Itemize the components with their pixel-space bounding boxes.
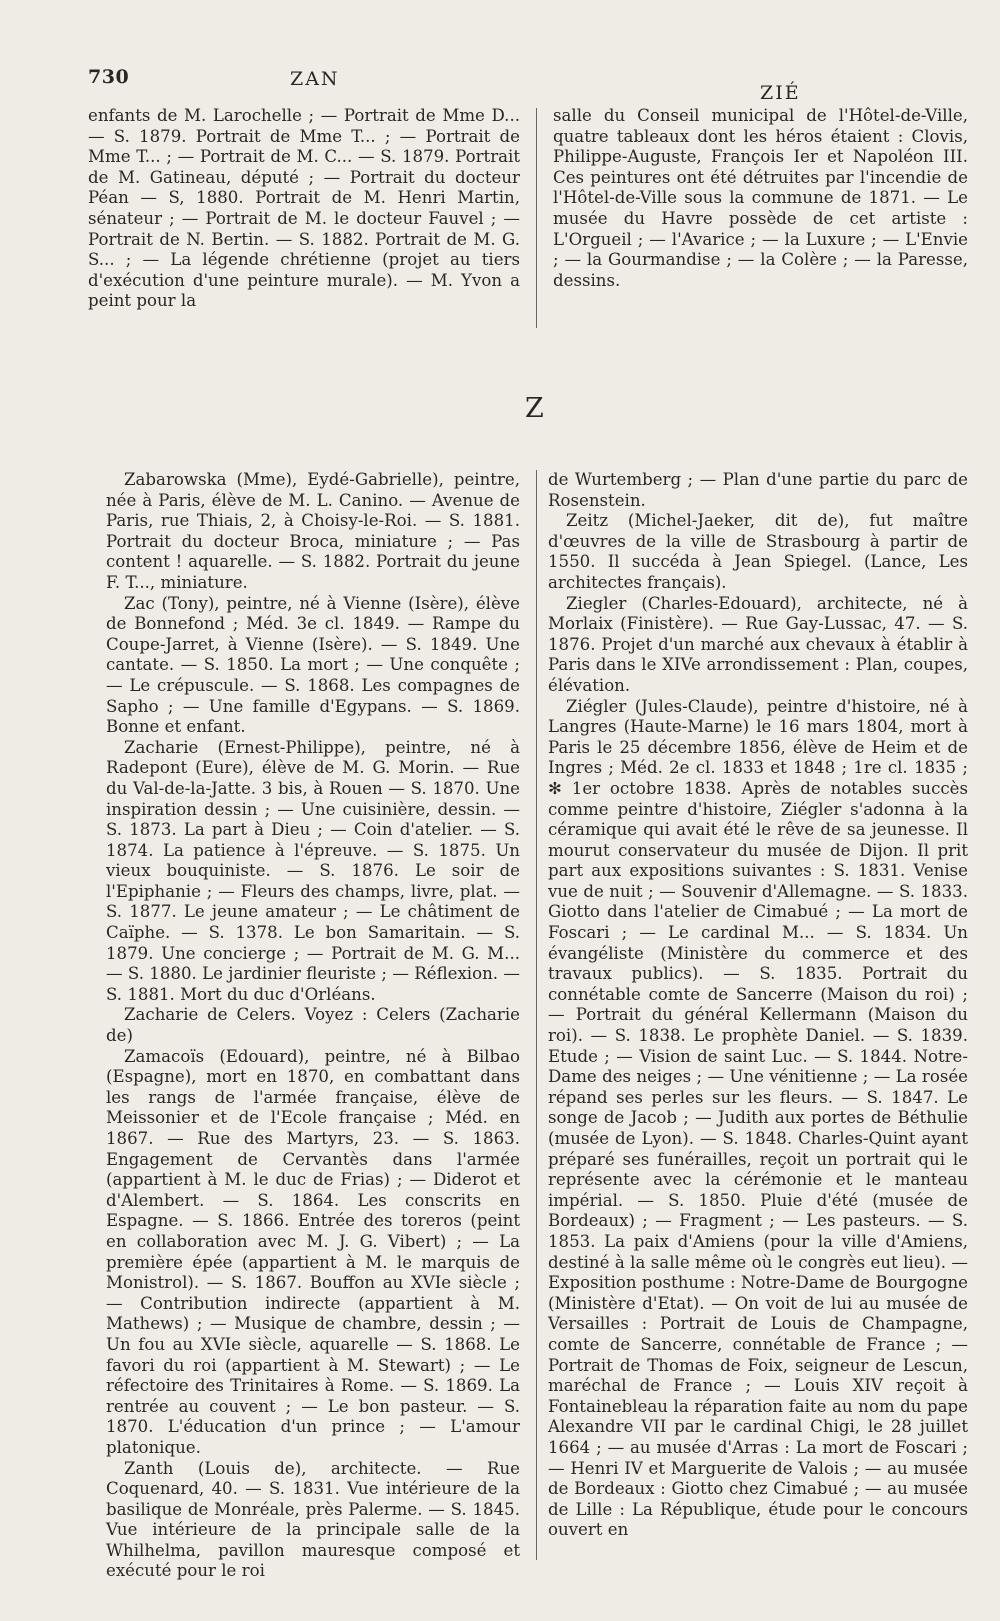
page-number: 730 [88,66,130,88]
entry-zacharie: Zacharie (Ernest-Philippe), peintre, né à Radepont (Eure), élève de M. G. Morin. — Rue du Val-de-la-Jatte. 3 bis, à Rouen — S. 1870. Une inspiration dessin ; — Une cuisinière, dessin. — S. 1873. La part à Dieu ; — Coin d'atelier. — S. 1874. La patience à l'épreuve. — S. 1875. Un vieux bouquiniste. — S. 1876. Le soir de l'Epiphanie ; — Fleurs des champs, livre, plat. — S. 1877. Le jeune amateur ; — Le châtiment de Caïphe. — S. 1378. Le bon Samaritain. — S. 1879. Une concierge ; — Portrait de M. G. M... — S. 1880. Le jardinier fleuriste ; — Réflexion. — S. 1881. Mort du duc d'Orléans. [106,737,520,1004]
entry-zac: Zac (Tony), peintre, né à Vienne (Isère), élève de Bonnefond ; Méd. 3e cl. 1849. — Rampe du Coupe-Jarret, à Vienne (Isère). — S. 1849. Une cantate. — S. 1850. La mort ; — Une conquête ; — Le crépuscule. — S. 1868. Les compagnes de Sapho ; — Une famille d'Egypans. — S. 1869. Bonne et enfant. [106,593,520,737]
right-running-head: ZIÉ [760,82,801,104]
entry-zanth: Zanth (Louis de), architecte. — Rue Coquenard, 40. — S. 1831. Vue intérieure de la basilique de Monréale, près Palerme. — S. 1845. Vue intérieure de la principale salle de la Whilhelma, pavillon mauresque composé et exécuté pour le roi [106,1458,520,1581]
section-letter: Z [525,393,544,424]
entry-zeitz: Zeitz (Michel-Jaeker, dit de), fut maître d'œuvres de la ville de Strasbourg à partir de 1550. Il succéda à Jean Spiegel. (Lance, Les architectes français). [548,511,968,592]
entry-zanth-continued: de Wurtemberg ; — Plan d'une partie du parc de Rosenstein. [548,470,968,510]
top-right-text: salle du Conseil municipal de l'Hôtel-de-Ville, quatre tableaux dont les héros étaient : Clovis, Philippe-Auguste, François Ier et Napoléon III. Ces peintures ont été détruites par l'incendie de l'Hôtel-de-Ville sous la commune de 1871. — Le musée du Havre possède de cet artiste : L'Orgueil ; — l'Avarice ; — la Luxure ; — L'Envie ; — la Gourmandise ; — la Colère ; — la Paresse, dessins. [553,106,968,290]
bottom-left-column [106,470,520,1582]
top-right-column [553,106,968,291]
entry-zamacois: Zamacoïs (Edouard), peintre, né à Bilbao (Espagne), mort en 1870, en combattant dans les rangs de l'armée française, élève de Meissonier et de l'Ecole française ; Méd. en 1867. — Rue des Martyrs, 23. — S. 1863. Engagement de Cervantès dans l'armée (appartient à M. le duc de Frias) ; — Diderot et d'Alembert. — S. 1864. Les conscrits en Espagne. — S. 1866. Entrée des toreros (peint en collaboration avec M. J. G. Vibert) ; — La première épée (appartient à M. le marquis de Monistrol). — S. 1867. Bouffon au XVIe siècle ; — Contribution indirecte (appartient à M. Mathews) ; — Musique de chambre, dessin ; — Un fou au XVIe siècle, aquarelle — S. 1868. Le favori du roi (appartient à M. Stewart) ; — Le réfectoire des Trinitaires à Rome. — S. 1869. La rentrée au couvent ; — Le bon pasteur. — S. 1870. L'éducation d'un prince ; — L'amour platonique. [106,1046,520,1457]
top-left-text: enfants de M. Larochelle ; — Portrait de Mme D... — S. 1879. Portrait de Mme T... ; — Portrait de Mme T... ; — Portrait de M. C... — S. 1879. Portrait de M. Gatineau, député ; — Portrait du docteur Péan — S, 1880. Portrait de M. Henri Martin, sénateur ; — Portrait de M. le docteur Fauvel ; — Portrait de N. Bertin. — S. 1882. Portrait de M. G. S... ; — La légende chrétienne (projet au tiers d'exécution d'une peinture murale). — M. Yvon a peint pour la [88,106,520,311]
column-divider-bottom [536,470,537,1560]
entry-ziegler-charles: Ziegler (Charles-Edouard), architecte, né à Morlaix (Finistère). — Rue Gay-Lussac, 47. — S. 1876. Projet d'un marché aux chevaux à établir à Paris dans le XIVe arrondissement : Plan, coupes, élévation. [548,593,968,695]
left-running-head: ZAN [290,68,340,90]
top-left-column [88,106,520,312]
entry-zacharie-de-celers: Zacharie de Celers. Voyez : Celers (Zacharie de) [106,1005,520,1046]
entry-zabarowska: Zabarowska (Mme), Eydé-Gabrielle), peintre, née à Paris, élève de M. L. Canino. — Avenue de Paris, rue Thiais, 2, à Choisy-le-Roi. — S. 1881. Portrait du docteur Broca, miniature ; — Pas content ! aquarelle. — S. 1882. Portrait du jeune F. T..., miniature. [106,470,520,592]
bottom-right-column [548,470,968,1541]
entry-ziegler-jules: Ziégler (Jules-Claude), peintre d'histoire, né à Langres (Haute-Marne) le 16 mars 1804, mort à Paris le 25 décembre 1856, élève de Heim et de Ingres ; Méd. 2e cl. 1833 et 1848 ; 1re cl. 1835 ; ✻ 1er octobre 1838. Après de notables succès comme peintre d'histoire, Ziégler s'adonna à la céramique qui avait été le rêve de sa jeunesse. Il mourut conservateur du musée de Dijon. Il prit part aux expositions suivantes : S. 1831. Venise vue de nuit ; — Souvenir d'Allemagne. — S. 1833. Giotto dans l'atelier de Cimabué ; — La mort de Foscari ; — Le cardinal M... — S. 1834. Un évangéliste (Ministère du commerce et des travaux publics). — S. 1835. Portrait du connétable comte de Sancerre (Maison du roi) ; — Portrait du général Kellermann (Maison du roi). — S. 1838. Le prophète Daniel. — S. 1839. Etude ; — Vision de saint Luc. — S. 1844. Notre-Dame des neiges ; — Une vénitienne ; — La rosée répand ses perles sur les fleurs. — S. 1847. Le songe de Jacob ; — Judith aux portes de Béthulie (musée de Lyon). — S. 1848. Charles-Quint ayant préparé ses funérailles, reçoit un portrait qui le représente avec la cérémonie et le manteau impérial. — S. 1850. Pluie d'été (musée de Bordeaux) ; — Fragment ; — Les pasteurs. — S. 1853. La paix d'Amiens (pour la ville d'Amiens, destiné à la salle même où le congrès eut lieu). — Exposition posthume : Notre-Dame de Bourgogne (Ministère d'Etat). — On voit de lui au musée de Versailles : Portrait de Louis de Champagne, comte de Sancerre, connétable de France ; — Portrait de Thomas de Foix, seigneur de Lescun, maréchal de France ; — Louis XIV reçoit à Fontainebleau la réparation faite au nom du pape Alexandre VII par le cardinal Chigi, le 28 juillet 1664 ; — au musée d'Arras : La mort de Foscari ; — Henri IV et Marguerite de Valois ; — au musée de Bordeaux : Giotto chez Cimabué ; — au musée de Lille : La République, étude pour le concours ouvert en [548,696,968,1540]
column-divider-top [536,108,537,328]
